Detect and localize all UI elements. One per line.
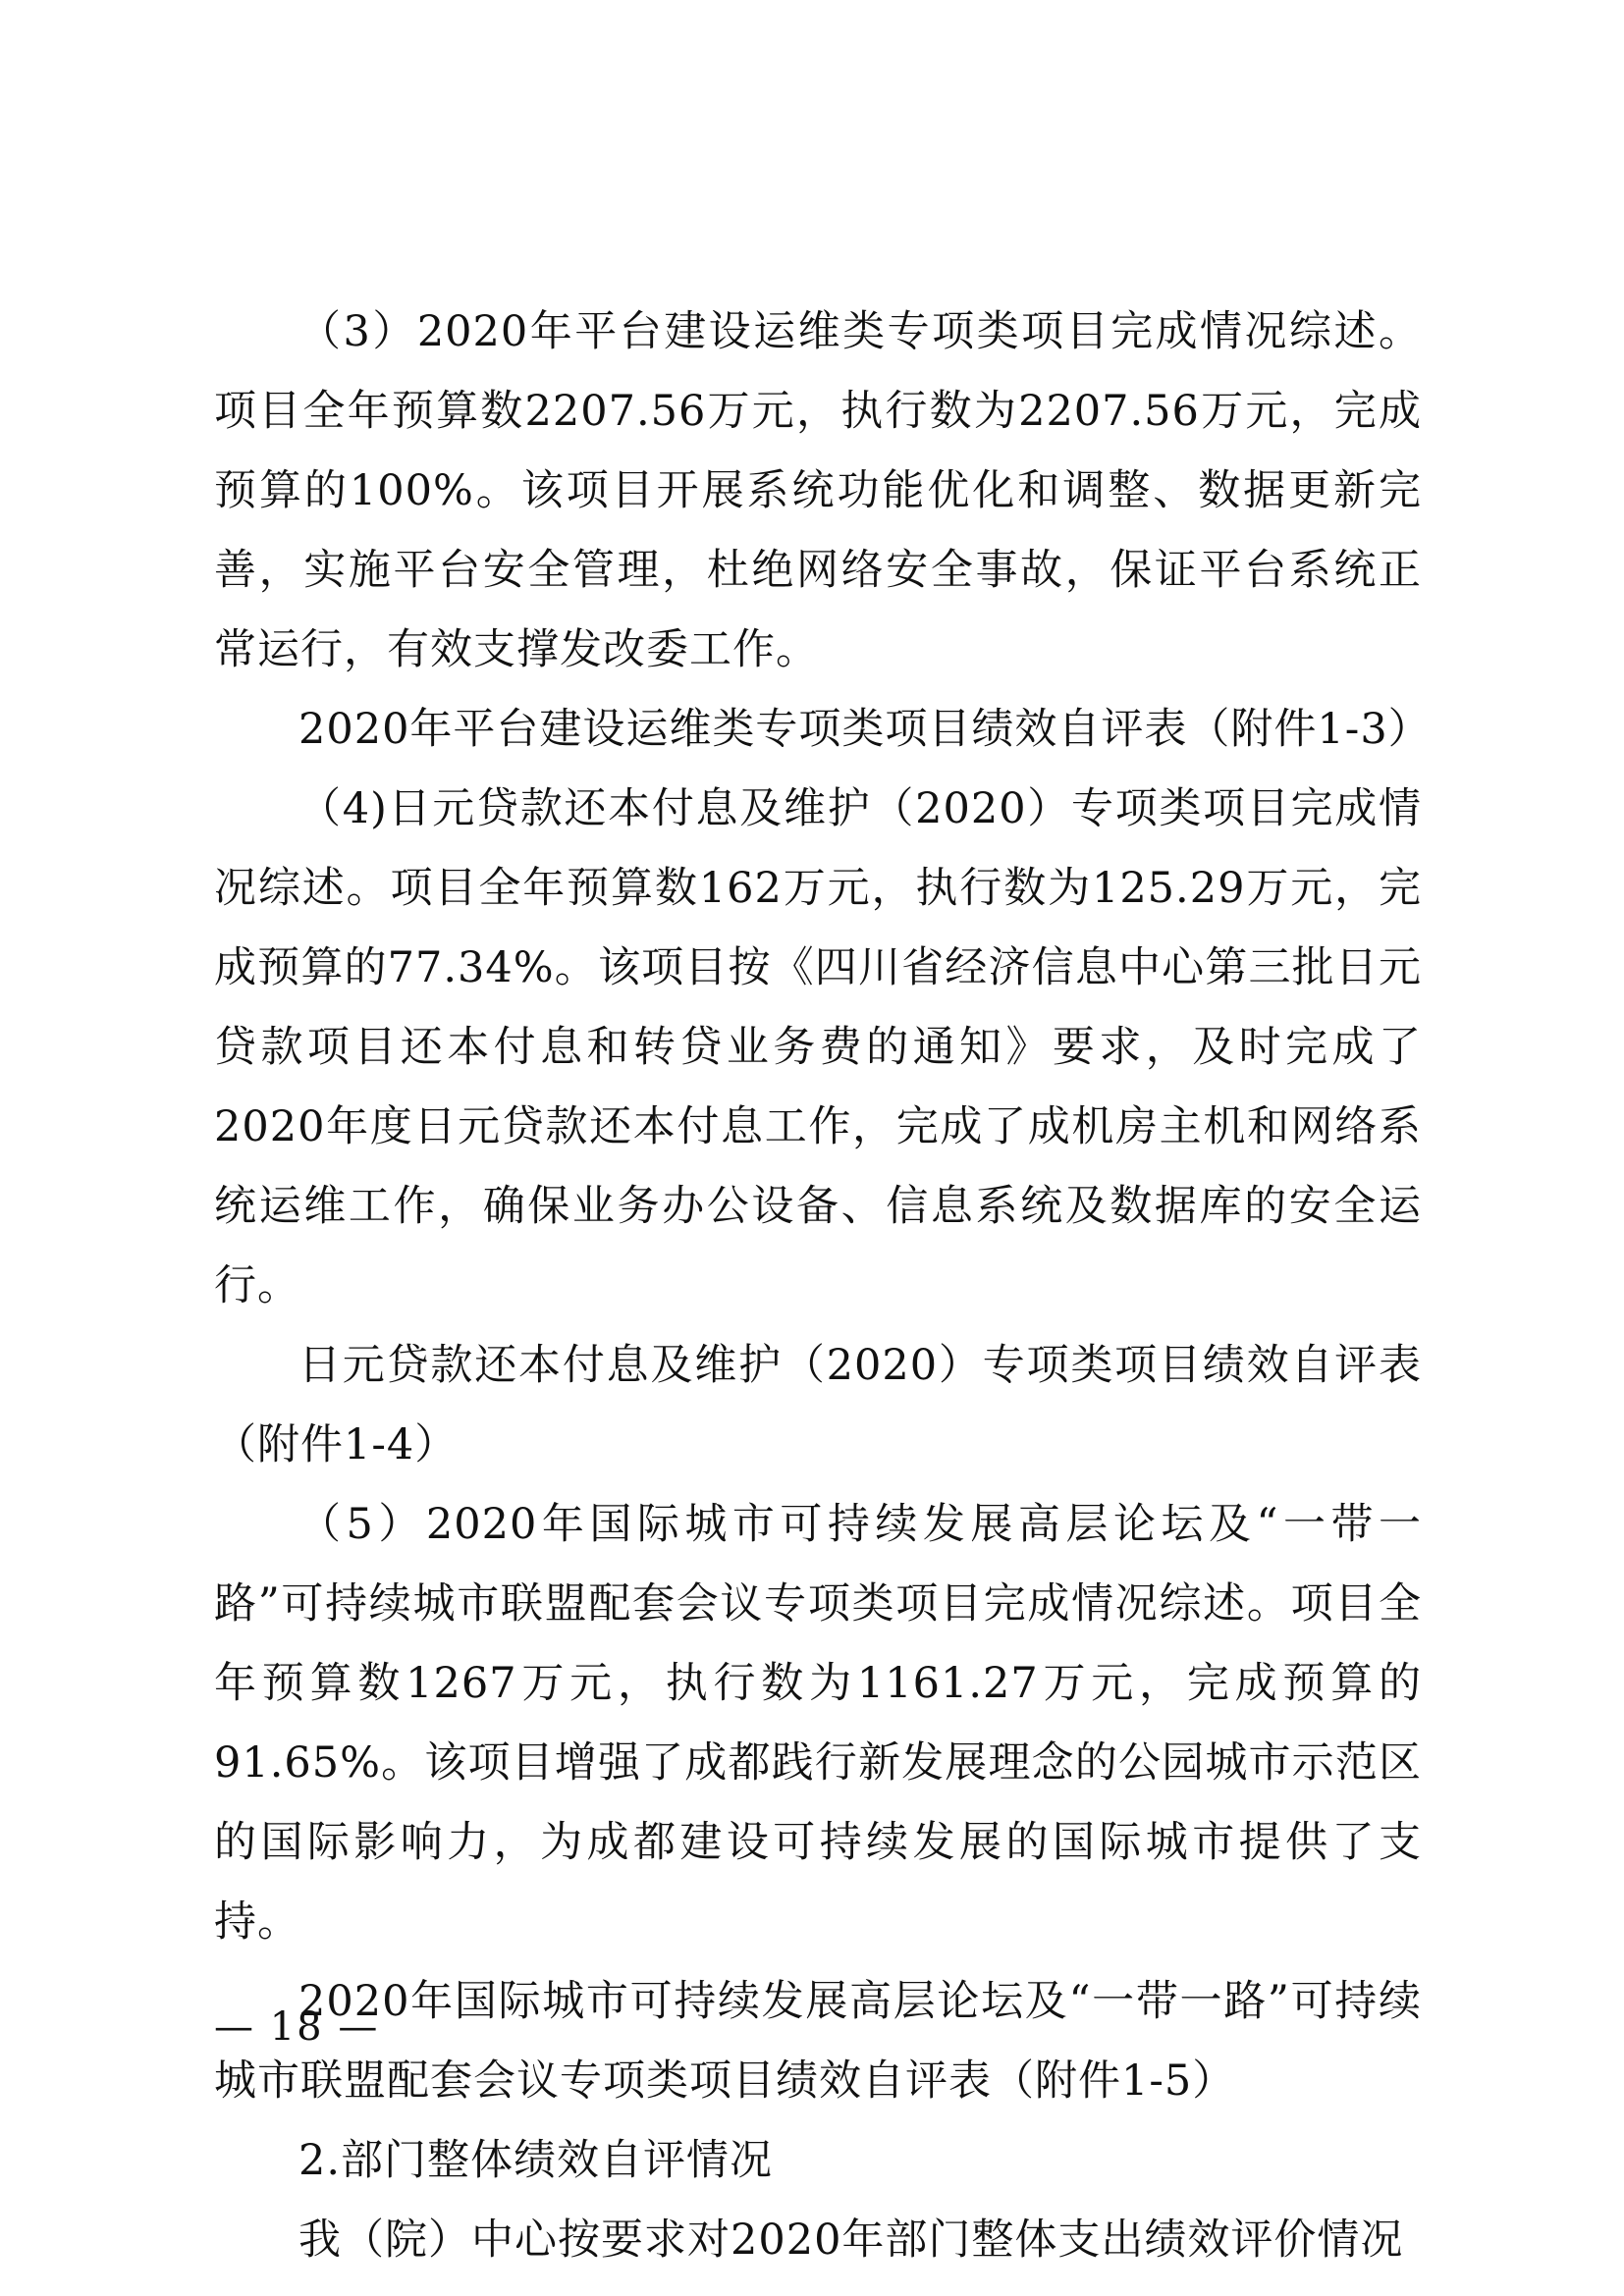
page-number: — 18 — xyxy=(214,2004,380,2050)
section-heading-department-evaluation: 2.部门整体绩效自评情况 xyxy=(298,2136,774,2185)
paragraph-department-evaluation: 我（院）中心按要求对2020年部门整体支出绩效评价情况 xyxy=(298,2216,1404,2265)
paragraph-project-3-summary: （3）2020年平台建设运维类专项类项目完成情况综述。项目全年预算数2207.56万元，执行数为2207.56万元，完成预算的100%。该项目开展系统功能优化和调整、数据更新完善，实施平台安全管理，杜绝网络安全事故，保证平台系统正常运行，有效支撑发改委工作。 xyxy=(214,307,1422,674)
body-text xyxy=(214,293,1432,2280)
paragraph-project-4-summary: （4)日元贷款还本付息及维护（2020）专项类项目完成情况综述。项目全年预算数162万元，执行数为125.29万元，完成预算的77.34%。该项目按《四川省经济信息中心第三批日元贷款项目还本付息和转贷业务费的通知》要求，及时完成了2020年度日元贷款还本付息工作，完成了成机房主机和网络系统运维工作，确保业务办公设备、信息系统及数据库的安全运行。 xyxy=(214,784,1422,1310)
paragraph-attachment-1-5: 2020年国际城市可持续发展高层论坛及“一带一路”可持续城市联盟配套会议专项类项目绩效自评表（附件1-5） xyxy=(214,1977,1422,2106)
paragraph-attachment-1-3: 2020年平台建设运维类专项类项目绩效自评表（附件1-3） xyxy=(298,705,1432,754)
paragraph-attachment-1-4: 日元贷款还本付息及维护（2020）专项类项目绩效自评表（附件1-4） xyxy=(214,1341,1422,1469)
paragraph-project-5-summary: （5）2020年国际城市可持续发展高层论坛及“一带一路”可持续城市联盟配套会议专项类项目完成情况综述。项目全年预算数1267万元，执行数为1161.27万元，完成预算的91.65%。该项目增强了成都践行新发展理念的公园城市示范区的国际影响力，为成都建设可持续发展的国际城市提供了支持。 xyxy=(214,1500,1422,1947)
